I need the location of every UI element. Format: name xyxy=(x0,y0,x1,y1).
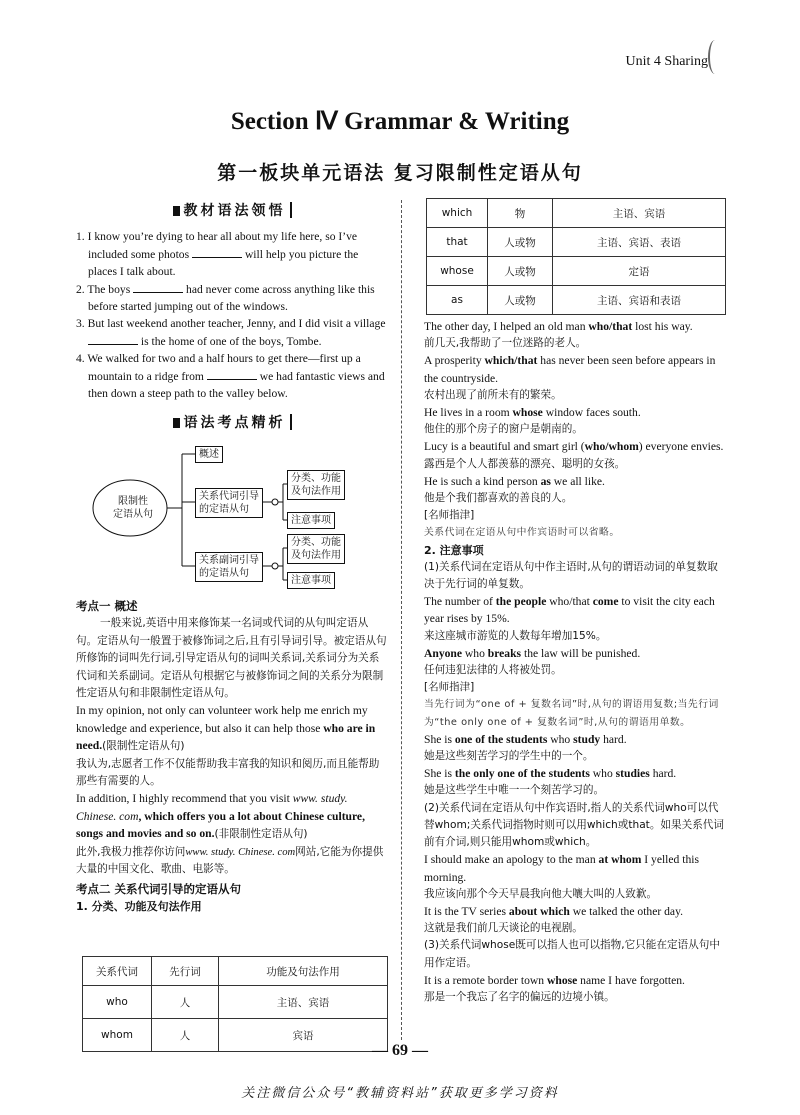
example-sentence: The other day, I helped an old man who/that lost his way. xyxy=(424,320,693,333)
diagram-notes-box: 注意事项 xyxy=(287,572,335,589)
example-sentence: He is such a kind person as we all like. xyxy=(424,474,605,488)
square-marker-icon xyxy=(173,418,180,428)
diagram-pronoun-box: 关系代词引导 的定语从句 xyxy=(195,488,263,518)
right-column xyxy=(424,318,728,1006)
section-heading-analysis: 语法考点精析 xyxy=(76,412,388,432)
rule-paragraph: (3)关系代词whose既可以指人也可以指物,它只能在定语从句中用作定语。 xyxy=(424,939,720,969)
kp1-body: 一般来说,英语中用来修饰某一名词或代词的从句叫定语从句。定语从句一般置于被修饰词之后,且有引导词引导。被定语从句所修饰的词叫先行词,引导定语从句的词叫关系词,关系词分为关系代词和关系副词。定语从句根据它与被修饰词之间的关系分为限制性定语从句和非限制性定语从句。 xyxy=(76,617,387,700)
answer-blank xyxy=(88,334,138,345)
exercise-item: 1. I know you’re dying to hear all about my life here, so I’ve included some photos will help you picture the places I talk about. xyxy=(76,230,359,279)
example-translation: 那是一个我忘了名字的偏远的边境小镇。 xyxy=(424,990,615,1003)
page-number: — 69 — xyxy=(372,1042,428,1059)
relative-pronoun-table-right xyxy=(426,198,726,315)
tip-tag: [名师指津] xyxy=(424,681,475,694)
table-row: whom 人 宾语 xyxy=(83,1019,388,1052)
example-translation: 我应该向那个今天早晨我向他大嚷大叫的人致歉。 xyxy=(424,887,658,900)
example-translation: 她是这些刻苦学习的学生中的一个。 xyxy=(424,750,594,763)
example-translation: 这就是我们前几天谈论的电视剧。 xyxy=(424,922,583,935)
example-sentence: A prosperity which/that has never been seen before appears in the countryside. xyxy=(424,354,716,385)
example-sentence: The number of the people who/that come to visit the city each year rises by 15%. xyxy=(424,595,715,626)
column-divider xyxy=(401,200,402,1040)
example-translation: 她是这些学生中唯一一个刻苦学习的。 xyxy=(424,784,605,797)
example-translation: 他住的那个房子的窗户是朝南的。 xyxy=(424,423,583,436)
table-header-row: 关系代词 先行词 功能及句法作用 xyxy=(83,957,388,986)
relative-pronoun-table-left xyxy=(82,956,388,1052)
notes-subheading: 2. 注意事项 xyxy=(424,543,484,557)
example-sentence: Anyone who breaks the law will be punished. xyxy=(424,646,641,660)
kp2-subheading: 1. 分类、功能及句法作用 xyxy=(76,899,202,913)
example-translation: 前几天,我帮助了一位迷路的老人。 xyxy=(424,337,587,350)
table-row: as 人或物 主语、宾语和表语 xyxy=(427,286,726,315)
exercise-item: 4. We walked for two and a half hours to get there—first up a mountain to a ridge from we had fantastic views and then down a steep path to the valley below. xyxy=(76,352,385,401)
header-curve-decoration xyxy=(708,40,722,74)
table-row: who 人 主语、宾语 xyxy=(83,986,388,1019)
kp1-heading: 考点一 概述 xyxy=(76,599,138,613)
diagram-adverb-box: 关系副词引导 的定语从句 xyxy=(195,552,263,582)
structure-diagram xyxy=(90,440,390,590)
example-translation: 此外,我极力推荐你访问www. study. Chinese. com网站,它能为你提供大量的中国文化、歌曲、电影等。 xyxy=(76,845,384,876)
section-heading-textbook: 教材语法领悟 xyxy=(76,202,388,220)
page-subtitle: 第一板块单元语法 复习限制性定语从句 xyxy=(217,162,583,184)
footer-watermark: 关注微信公众号“教辅资料站”获取更多学习资料 xyxy=(241,1086,559,1101)
example-translation: 我认为,志愿者工作不仅能帮助我丰富我的知识和阅历,而且能帮助那些有需要的人。 xyxy=(76,757,380,788)
example-translation: 他是个我们都喜欢的善良的人。 xyxy=(424,492,573,505)
answer-blank xyxy=(192,247,242,258)
answer-blank xyxy=(133,282,183,293)
diagram-function-box: 分类、功能 及句法作用 xyxy=(287,470,345,500)
example-sentence: In addition, I highly recommend that you visit www. study. Chinese. com, which offers you a lot about Chinese culture, songs and movies and so on.(非限制性定语从句) xyxy=(76,792,365,841)
example-sentence: It is a remote border town whose name I have forgotten. xyxy=(424,973,685,987)
example-translation: 农村出现了前所未有的繁荣。 xyxy=(424,388,562,401)
table-row: whose 人或物 定语 xyxy=(427,257,726,286)
example-sentence: I should make an apology to the man at whom I yelled this morning. xyxy=(424,853,699,884)
table-row: which 物 主语、宾语 xyxy=(427,199,726,228)
diagram-notes-box: 注意事项 xyxy=(287,512,335,529)
answer-blank xyxy=(207,369,257,380)
example-sentence: She is the only one of the students who studies hard. xyxy=(424,767,677,781)
example-translation: 露西是个人人都羡慕的漂亮、聪明的女孩。 xyxy=(424,457,626,470)
tip-tag: [名师指津] xyxy=(424,509,475,522)
running-header: Unit 4 Sharing xyxy=(625,54,708,69)
example-sentence: She is one of the students who study hard. xyxy=(424,732,627,746)
tip-note: 关系代词在定语从句中作宾语时可以省略。 xyxy=(424,527,620,539)
example-sentence: Lucy is a beautiful and smart girl (who/whom) everyone envies. xyxy=(424,440,724,454)
diagram-function-box: 分类、功能 及句法作用 xyxy=(287,534,345,564)
diagram-center-label: 限制性 定语从句 xyxy=(113,496,153,520)
example-sentence: He lives in a room whose window faces south. xyxy=(424,406,641,420)
rule-paragraph: (1)关系代词在定语从句中作主语时,从句的谓语动词的单复数取决于先行词的单复数。 xyxy=(424,560,718,591)
kp1-block xyxy=(76,598,388,915)
rule-paragraph: (2)关系代词在定语从句中作宾语时,指人的关系代词who可以代替whom;关系代词指物时则可以用which或that。如果关系代词前有介词,则只能用whom或which。 xyxy=(424,801,724,849)
exercise-item: 2. The boys had never come across anything like this before started jumping out of the windows. xyxy=(76,282,375,314)
diagram-overview-box: 概述 xyxy=(195,446,223,463)
exercise-list xyxy=(76,228,388,402)
example-translation: 来这座城市游览的人数每年增加15%。 xyxy=(424,629,607,642)
square-marker-icon xyxy=(173,206,180,216)
exercise-item: 3. But last weekend another teacher, Jenny, and I did visit a village is the home of one of the boys, Tombe. xyxy=(76,317,386,348)
tip-note: 当先行词为“one of + 复数名词”时,从句的谓语用复数;当先行词为“the only one of + 复数名词”时,从句的谓语用单数。 xyxy=(424,699,719,728)
example-translation: 任何违犯法律的人将被处罚。 xyxy=(424,664,562,677)
example-sentence: It is the TV series about which we talked the other day. xyxy=(424,904,684,918)
kp2-heading: 考点二 关系代词引导的定语从句 xyxy=(76,881,242,896)
page-title: Section Ⅳ Grammar & Writing xyxy=(230,108,570,135)
example-sentence: In my opinion, not only can volunteer work help me enrich my knowledge and experience, but also it can help those who are in need.(限制性定语从句) xyxy=(76,704,376,753)
left-column xyxy=(76,202,388,402)
table-row: that 人或物 主语、宾语、表语 xyxy=(427,228,726,257)
